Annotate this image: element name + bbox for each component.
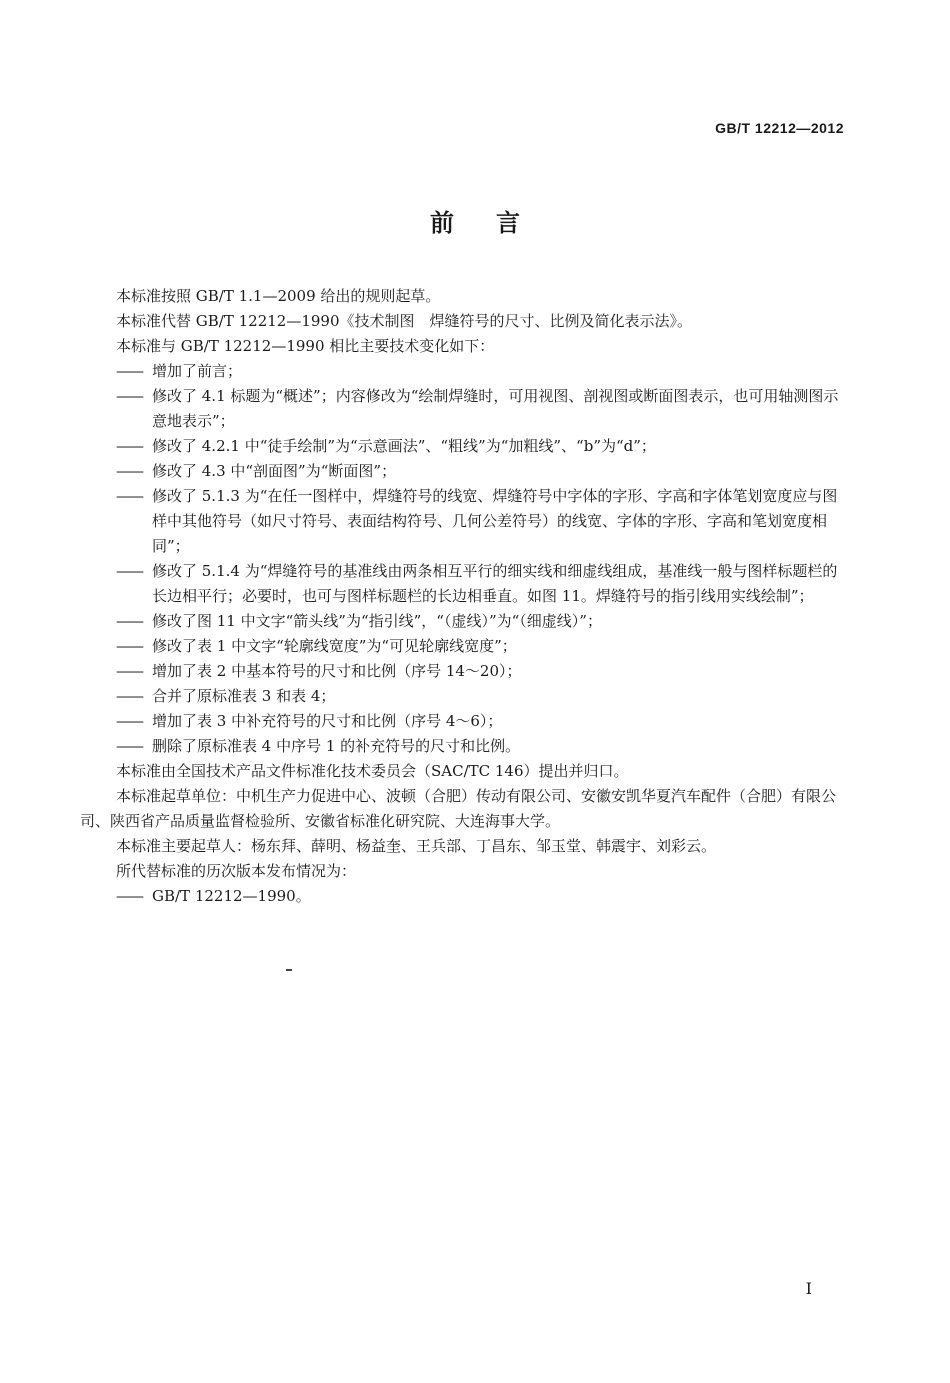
- change-text: 修改了 5.1.4 为“焊缝符号的基准线由两条相互平行的细实线和细虚线组成，基准线一般与图样标题栏的长边相平行；必要时，也可与图样标题栏的长边相垂直。如图 11。焊缝符号的指引线用实线绘制”；: [152, 562, 838, 605]
- dash-mark: ——: [116, 437, 142, 455]
- scan-speck: [286, 969, 292, 971]
- change-item: [116, 459, 845, 484]
- dash-mark: ——: [116, 662, 142, 680]
- paragraph: 本标准按照 GB/T 1.1—2009 给出的规则起草。: [116, 287, 441, 305]
- paragraph: 本标准主要起草人：杨东拜、薛明、杨益奎、王兵部、丁昌东、邹玉堂、韩震宇、刘彩云。: [116, 837, 717, 855]
- dash-mark: ——: [116, 487, 142, 505]
- change-text: 修改了 5.1.3 为“在任一图样中，焊缝符号的线宽、焊缝符号中字体的字形、字高和字体笔划宽度应与图样中其他符号（如尺寸符号、表面结构符号、几何公差符号）的线宽、字体的字形、字高和笔划宽度相同”；: [152, 487, 838, 555]
- change-item: [116, 559, 845, 609]
- change-text: 修改了表 1 中文字“轮廓线宽度”为“可见轮廓线宽度”；: [152, 637, 517, 655]
- change-item: [116, 484, 845, 559]
- history-text: GB/T 12212—1990。: [152, 887, 311, 905]
- page-title: 前言: [430, 209, 562, 237]
- dash-mark: ——: [116, 612, 142, 630]
- change-text: 增加了表 2 中基本符号的尺寸和比例（序号 14～20）；: [152, 662, 522, 680]
- change-text: 修改了图 11 中文字“箭头线”为“指引线”，“（虚线）”为“（细虚线）”；: [152, 612, 602, 630]
- dash-mark: ——: [116, 737, 142, 755]
- change-item: [116, 359, 845, 384]
- change-text: 增加了表 3 中补充符号的尺寸和比例（序号 4～6）；: [152, 712, 503, 730]
- change-item: [116, 434, 845, 459]
- change-text: 增加了前言；: [152, 362, 243, 380]
- change-text: 修改了 4.3 中“剖面图”为“断面图”；: [152, 462, 397, 480]
- change-item: [116, 634, 845, 659]
- paragraph: 本标准起草单位：中机生产力促进中心、波顿（合肥）传动有限公司、安徽安凯华夏汽车配件（合肥）有限公司、陕西省产品质量监督检验所、安徽省标准化研究院、大连海事大学。: [80, 787, 837, 830]
- dash-mark: ——: [116, 687, 142, 705]
- change-item: [116, 384, 845, 434]
- standard-code: GB/T 12212—2012: [715, 120, 844, 136]
- dash-mark: ——: [116, 562, 142, 580]
- history-item: [116, 884, 845, 909]
- dash-mark: ——: [116, 462, 142, 480]
- change-text: 删除了原标准表 4 中序号 1 的补充符号的尺寸和比例。: [152, 737, 521, 755]
- foreword-body: [80, 284, 845, 909]
- paragraph: 所代替标准的历次版本发布情况为：: [116, 862, 357, 880]
- dash-mark: ——: [116, 387, 142, 405]
- paragraph: 本标准代替 GB/T 12212—1990《技术制图 焊缝符号的尺寸、比例及简化表示法》。: [116, 312, 692, 330]
- change-item: [116, 709, 845, 734]
- change-item: [116, 609, 845, 634]
- change-item: [116, 684, 845, 709]
- change-item: [116, 734, 845, 759]
- dash-mark: ——: [116, 887, 142, 905]
- dash-mark: ——: [116, 637, 142, 655]
- change-text: 修改了 4.2.1 中“徒手绘制”为“示意画法”、“粗线”为“加粗线”、“b”为“d”；: [152, 437, 656, 455]
- paragraph: 本标准与 GB/T 12212—1990 相比主要技术变化如下：: [116, 337, 495, 355]
- dash-mark: ——: [116, 712, 142, 730]
- page-number: I: [805, 1279, 812, 1298]
- dash-mark: ——: [116, 362, 142, 380]
- change-text: 合并了原标准表 3 和表 4；: [152, 687, 336, 705]
- change-text: 修改了 4.1 标题为“概述”；内容修改为“绘制焊缝时，可用视图、剖视图或断面图表示，也可用轴测图示意地表示”；: [152, 387, 839, 430]
- paragraph: 本标准由全国技术产品文件标准化技术委员会（SAC/TC 146）提出并归口。: [116, 762, 629, 780]
- change-item: [116, 659, 845, 684]
